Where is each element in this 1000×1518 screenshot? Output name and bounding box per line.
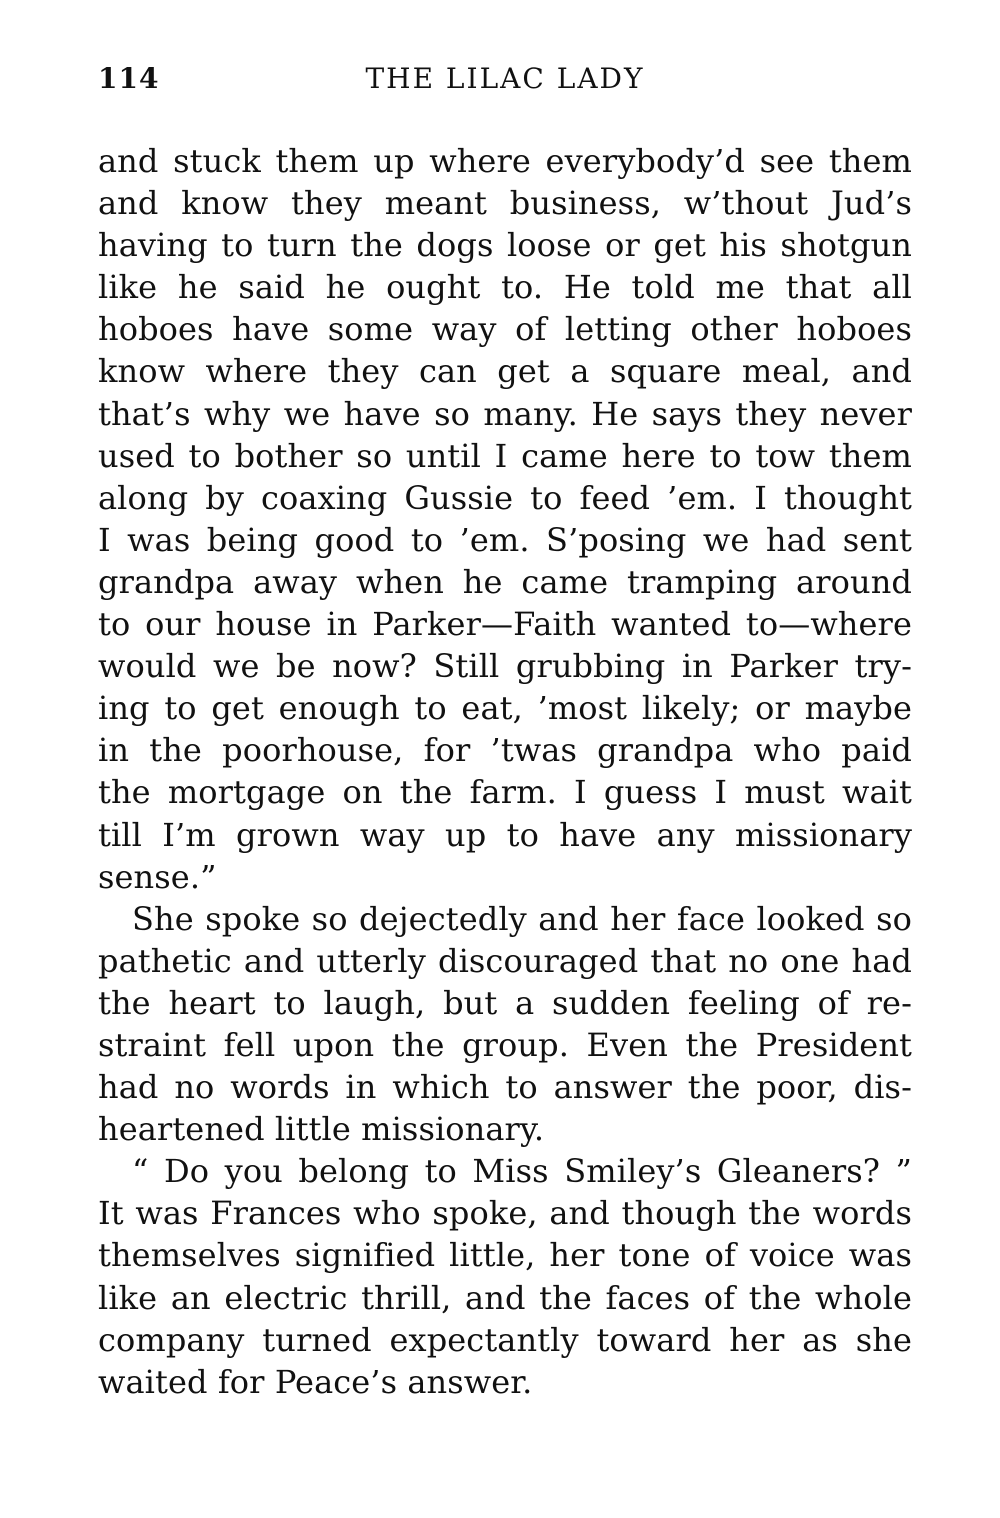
text-line: that’s why we have so many. He says they never [98, 394, 912, 433]
text-line: She spoke so dejectedly and her face looked so [132, 899, 912, 938]
text-line: sense.” [98, 857, 217, 896]
text-line: would we be now? Still grubbing in Parker try- [98, 647, 912, 686]
text-line: heartened little missionary. [98, 1110, 545, 1149]
text-line: straint fell upon the group. Even the President [98, 1025, 912, 1064]
body-text [98, 140, 912, 1403]
text-line: till I’m grown way up to have any missionary [98, 815, 912, 854]
text-line: company turned expectantly toward her as she [98, 1320, 912, 1359]
text-line: had no words in which to answer the poor, dis- [98, 1068, 912, 1107]
text-line: themselves signified little, her tone of voice was [98, 1236, 912, 1275]
text-line: along by coaxing Gussie to feed ’em. I thought [98, 478, 912, 517]
text-line: to our house in Parker—Faith wanted to—where [98, 605, 912, 644]
text-line: waited for Peace’s answer. [98, 1362, 533, 1401]
page-number: 114 [98, 62, 160, 95]
text-line: know where they can get a square meal, and [98, 352, 912, 391]
text-line: I was being good to ’em. S’posing we had sent [98, 520, 912, 559]
paragraph-3 [98, 1150, 912, 1403]
text-line: pathetic and utterly discouraged that no one had [98, 941, 912, 980]
text-line: having to turn the dogs loose or get his shotgun [98, 226, 912, 265]
paragraph-2 [98, 898, 912, 1151]
paragraph-1 [98, 140, 912, 898]
text-line: and know they meant business, w’thout Jud’s [98, 184, 912, 223]
text-line: like an electric thrill, and the faces of the whole [98, 1278, 912, 1317]
text-line: grandpa away when he came tramping around [98, 562, 912, 601]
page-header [98, 62, 912, 102]
text-line: used to bother so until I came here to tow them [98, 436, 912, 475]
text-line: the mortgage on the farm. I guess I must wait [98, 773, 912, 812]
text-line: the heart to laugh, but a sudden feeling of re- [98, 983, 912, 1022]
text-line: It was Frances who spoke, and though the words [98, 1194, 912, 1233]
text-line: ing to get enough to eat, ’most likely; or maybe [98, 689, 912, 728]
text-line: hoboes have some way of letting other hoboes [98, 310, 912, 349]
text-line: “ Do you belong to Miss Smiley’s Gleaners? ” [132, 1152, 912, 1191]
running-title: THE LILAC LADY [365, 62, 645, 95]
text-line: like he said he ought to. He told me that all [98, 268, 912, 307]
text-line: and stuck them up where everybody’d see them [98, 142, 912, 180]
text-line: in the poorhouse, for ’twas grandpa who paid [98, 731, 912, 770]
